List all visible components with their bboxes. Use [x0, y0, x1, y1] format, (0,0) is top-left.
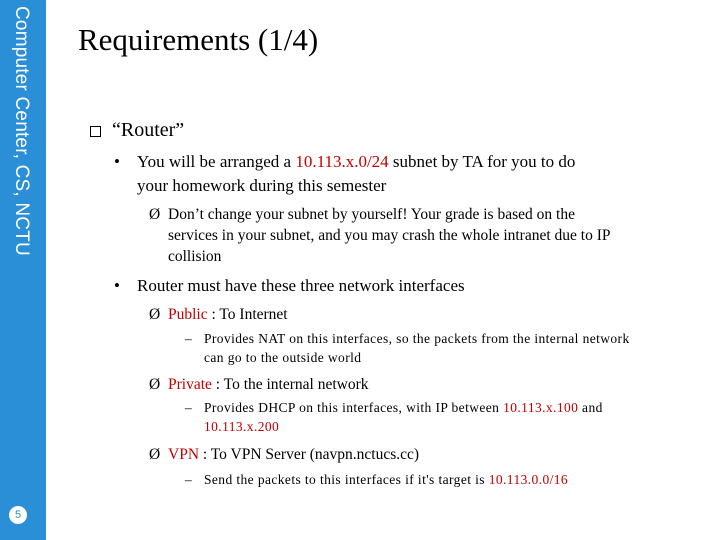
private-label: Private: [168, 376, 212, 393]
bullet-marker: •: [114, 276, 120, 295]
page-number: 5: [9, 506, 27, 524]
interface-public: Ø Public : To Internet: [149, 306, 288, 323]
subnet-highlight: 10.113.x.0/24: [295, 152, 389, 171]
sidebar-label: Computer Center, CS, NCTU: [11, 6, 32, 256]
section-router: [90, 119, 184, 142]
bullet-marker: •: [114, 152, 120, 171]
vpn-label: VPN: [168, 446, 200, 463]
public-label: Public: [168, 306, 208, 323]
dash-marker: –: [185, 400, 193, 415]
arrow-marker: Ø: [149, 376, 161, 393]
dash-marker: –: [185, 331, 193, 346]
vpn-detail: – Send the packets to this interfaces if it's target is 10.113.0.0/16: [185, 471, 568, 490]
bullet-subnet: [114, 150, 575, 198]
dhcp-end-ip: 10.113.x.200: [204, 418, 280, 434]
note-subnet: Ø Don’t change your subnet by yourself! Your grade is based on the services in your subnet, and you may crash the whole intranet due to IP collision: [149, 206, 611, 265]
arrow-marker: Ø: [149, 446, 161, 463]
public-detail: – Provides NAT on this interfaces, so the packets from the internal network can go to the outside world: [185, 331, 630, 365]
square-bullet-icon: [90, 126, 101, 137]
private-detail: – Provides DHCP on this interfaces, with IP between 10.113.x.100 and 10.113.x.200: [185, 399, 603, 436]
sidebar: [0, 0, 46, 540]
dash-marker: –: [185, 472, 193, 487]
bullet-subnet-line2: your homework during this semester: [137, 176, 387, 195]
interface-vpn: Ø VPN : To VPN Server (navpn.nctucs.cc): [149, 446, 420, 463]
bullet-interfaces: • Router must have these three network interfaces: [114, 274, 465, 298]
section-label: “Router”: [112, 119, 185, 141]
interface-private: Ø Private : To the internal network: [149, 376, 369, 393]
slide-title: Requirements (1/4): [78, 22, 319, 57]
arrow-marker: Ø: [149, 206, 161, 223]
arrow-marker: Ø: [149, 306, 161, 323]
vpn-target-ip: 10.113.0.0/16: [488, 472, 569, 487]
dhcp-start-ip: 10.113.x.100: [503, 400, 579, 415]
bullet-subnet-line1: You will be arranged a 10.113.x.0/24 subnet by TA for you to do: [137, 152, 576, 171]
